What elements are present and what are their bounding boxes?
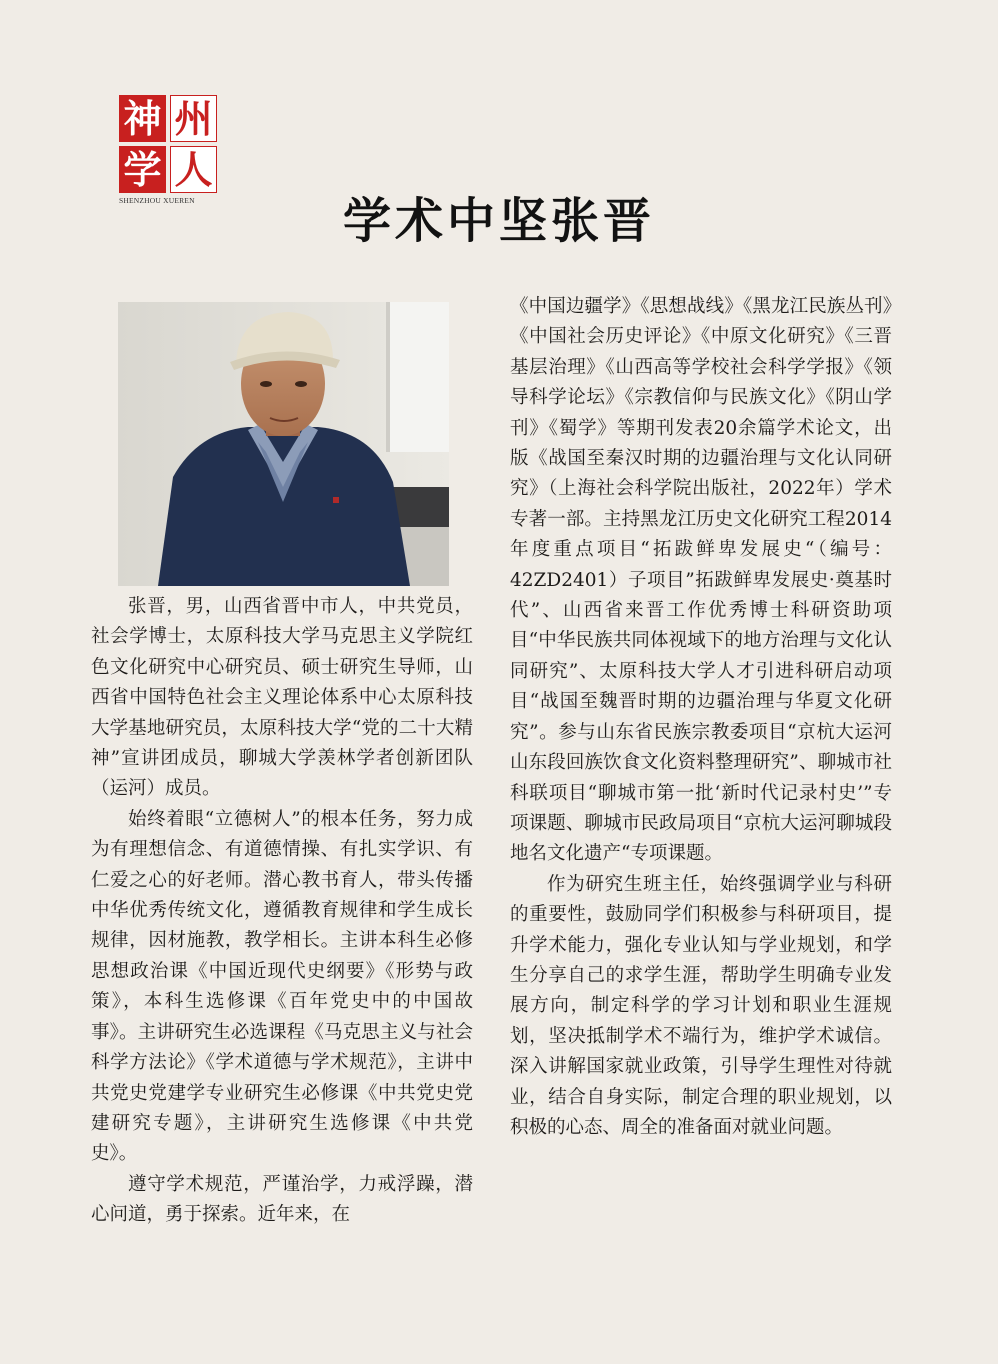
research-paragraph-continued: 《中国边疆学》《思想战线》《黑龙江民族丛刊》《中国社会历史评论》《中原文化研究》《三晋基层治理》《山西高等学校社会科学学报》《领导科学论坛》《宗教信仰与民族文化》《阴山学刊》《蜀学》等期刊发表20余篇学术论文，出版《战国至秦汉时期的边疆治理与文化认同研究》（上海社会科学院出版社，2022年）学术专著一部。主持黑龙江历史文化研究工程2014年度重点项目“拓跋鲜卑发展史“（编号：42ZD2401）子项目”拓跋鲜卑发展史·奠基时代”、山西省来晋工作优秀博士科研资助项目“中华民族共同体视域下的地方治理与文化认同研究”、太原科技大学人才引进科研启动项目“战国至魏晋时期的边疆治理与华夏文化研究”。参与山东省民族宗教委项目“京杭大运河山东段回族饮食文化资料整理研究”、聊城市社科联项目“聊城市第一批‘新时代记录村史’”专项课题、聊城市民政局项目“京杭大运河聊城段地名文化遗产“专项课题。 (510, 296, 892, 865)
portrait-photo (118, 302, 449, 586)
research-paragraph-start: 遵守学术规范，严谨治学，力戒浮躁，潜心问道，勇于探索。近年来，在 (91, 1173, 473, 1226)
teaching-paragraph: 始终着眼“立德树人”的根本任务，努力成为有理想信念、有道德情操、有扎实学识、有仁爱之心的好老师。潜心教书育人，带头传播中华优秀传统文化，遵循教育规律和学生成长规律，因材施教，教学相长。主讲本科生必修思想政治课《中国近现代史纲要》《形势与政策》，本科生选修课《百年党史中的中国故事》。主讲研究生必选课程《马克思主义与社会科学方法论》《学术道德与学术规范》，主讲中共党史党建学专业研究生必修课《中共党史党建研究专题》，主讲研究生选修课《中共党史》。 (91, 808, 473, 1165)
logo-grid (119, 95, 219, 193)
portrait-illustration (118, 302, 449, 586)
left-column (91, 592, 473, 1231)
right-column (510, 292, 892, 1143)
mentoring-paragraph: 作为研究生班主任，始终强调学业与科研的重要性，鼓励同学们积极参与科研项目，提升学术能力，强化专业认知与学业规划，和学生分享自己的求学生涯，帮助学生明确专业发展方向，制定科学的学习计划和职业生涯规划，坚决抵制学术不端行为，维护学术诚信。深入讲解国家就业政策，引导学生理性对待就业，结合自身实际，制定合理的职业规划，以积极的心态、周全的准备面对就业问题。 (510, 873, 892, 1138)
logo-char-ren: 人 (170, 146, 217, 193)
logo-char-zhou: 州 (170, 95, 217, 142)
logo-char-shen: 神 (119, 95, 166, 142)
logo-subtitle: SHENZHOU XUEREN (119, 196, 195, 205)
logo-char-xue: 学 (119, 146, 166, 193)
bio-paragraph: 张晋，男，山西省晋中市人，中共党员，社会学博士，太原科技大学马克思主义学院红色文化研究中心研究员、硕士研究生导师，山西省中国特色社会主义理论体系中心太原科技大学基地研究员，太原科技大学“党的二十大精神”宣讲团成员，聊城大学羡林学者创新团队（运河）成员。 (91, 596, 473, 800)
page-title: 学术中坚张晋 (342, 193, 655, 249)
